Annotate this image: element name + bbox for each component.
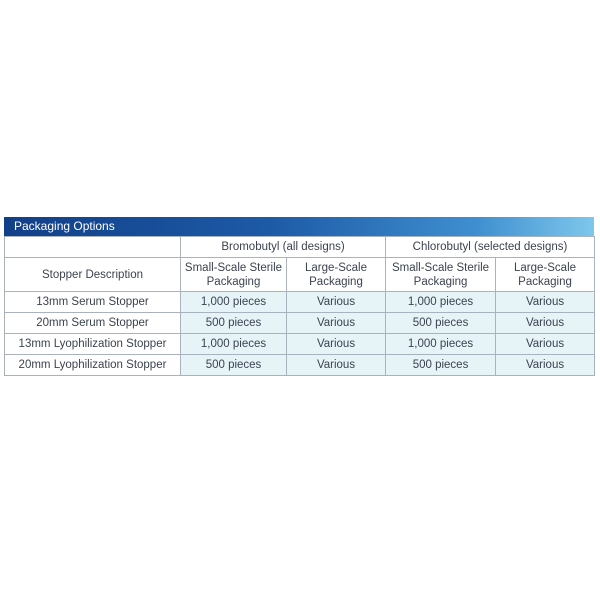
- table-cell: 1,000 pieces: [181, 334, 287, 355]
- table-cell: 500 pieces: [386, 313, 496, 334]
- bromobutyl-small-scale-header: Small-Scale Sterile Packaging: [181, 258, 287, 292]
- stopper-description: 20mm Lyophilization Stopper: [5, 355, 181, 376]
- stopper-description: 13mm Serum Stopper: [5, 292, 181, 313]
- table-cell: Various: [496, 313, 595, 334]
- table-cell: Various: [496, 355, 595, 376]
- sub-header-row: [5, 258, 595, 292]
- table-row: [5, 355, 595, 376]
- table-cell: 1,000 pieces: [386, 292, 496, 313]
- table-row: [5, 334, 595, 355]
- table-cell: Various: [496, 334, 595, 355]
- panel-title: Packaging Options: [4, 217, 594, 236]
- bromobutyl-large-scale-header: Large-Scale Packaging: [287, 258, 386, 292]
- table-cell: Various: [496, 292, 595, 313]
- stopper-description-header: Stopper Description: [5, 258, 181, 292]
- table-cell: 500 pieces: [181, 355, 287, 376]
- table-cell: Various: [287, 292, 386, 313]
- group-header-row: [5, 237, 595, 258]
- table-cell: 1,000 pieces: [386, 334, 496, 355]
- bromobutyl-header: Bromobutyl (all designs): [181, 237, 386, 258]
- table-cell: 500 pieces: [386, 355, 496, 376]
- chlorobutyl-header: Chlorobutyl (selected designs): [386, 237, 595, 258]
- table-cell: 500 pieces: [181, 313, 287, 334]
- stopper-description: 20mm Serum Stopper: [5, 313, 181, 334]
- stopper-description: 13mm Lyophilization Stopper: [5, 334, 181, 355]
- chlorobutyl-large-scale-header: Large-Scale Packaging: [496, 258, 595, 292]
- packaging-table: [4, 236, 595, 376]
- table-row: [5, 292, 595, 313]
- chlorobutyl-small-scale-header: Small-Scale Sterile Packaging: [386, 258, 496, 292]
- table-row: [5, 313, 595, 334]
- table-cell: Various: [287, 355, 386, 376]
- table-cell: Various: [287, 334, 386, 355]
- packaging-options-panel: [4, 217, 594, 376]
- table-cell: 1,000 pieces: [181, 292, 287, 313]
- header-blank-cell: [5, 237, 181, 258]
- table-cell: Various: [287, 313, 386, 334]
